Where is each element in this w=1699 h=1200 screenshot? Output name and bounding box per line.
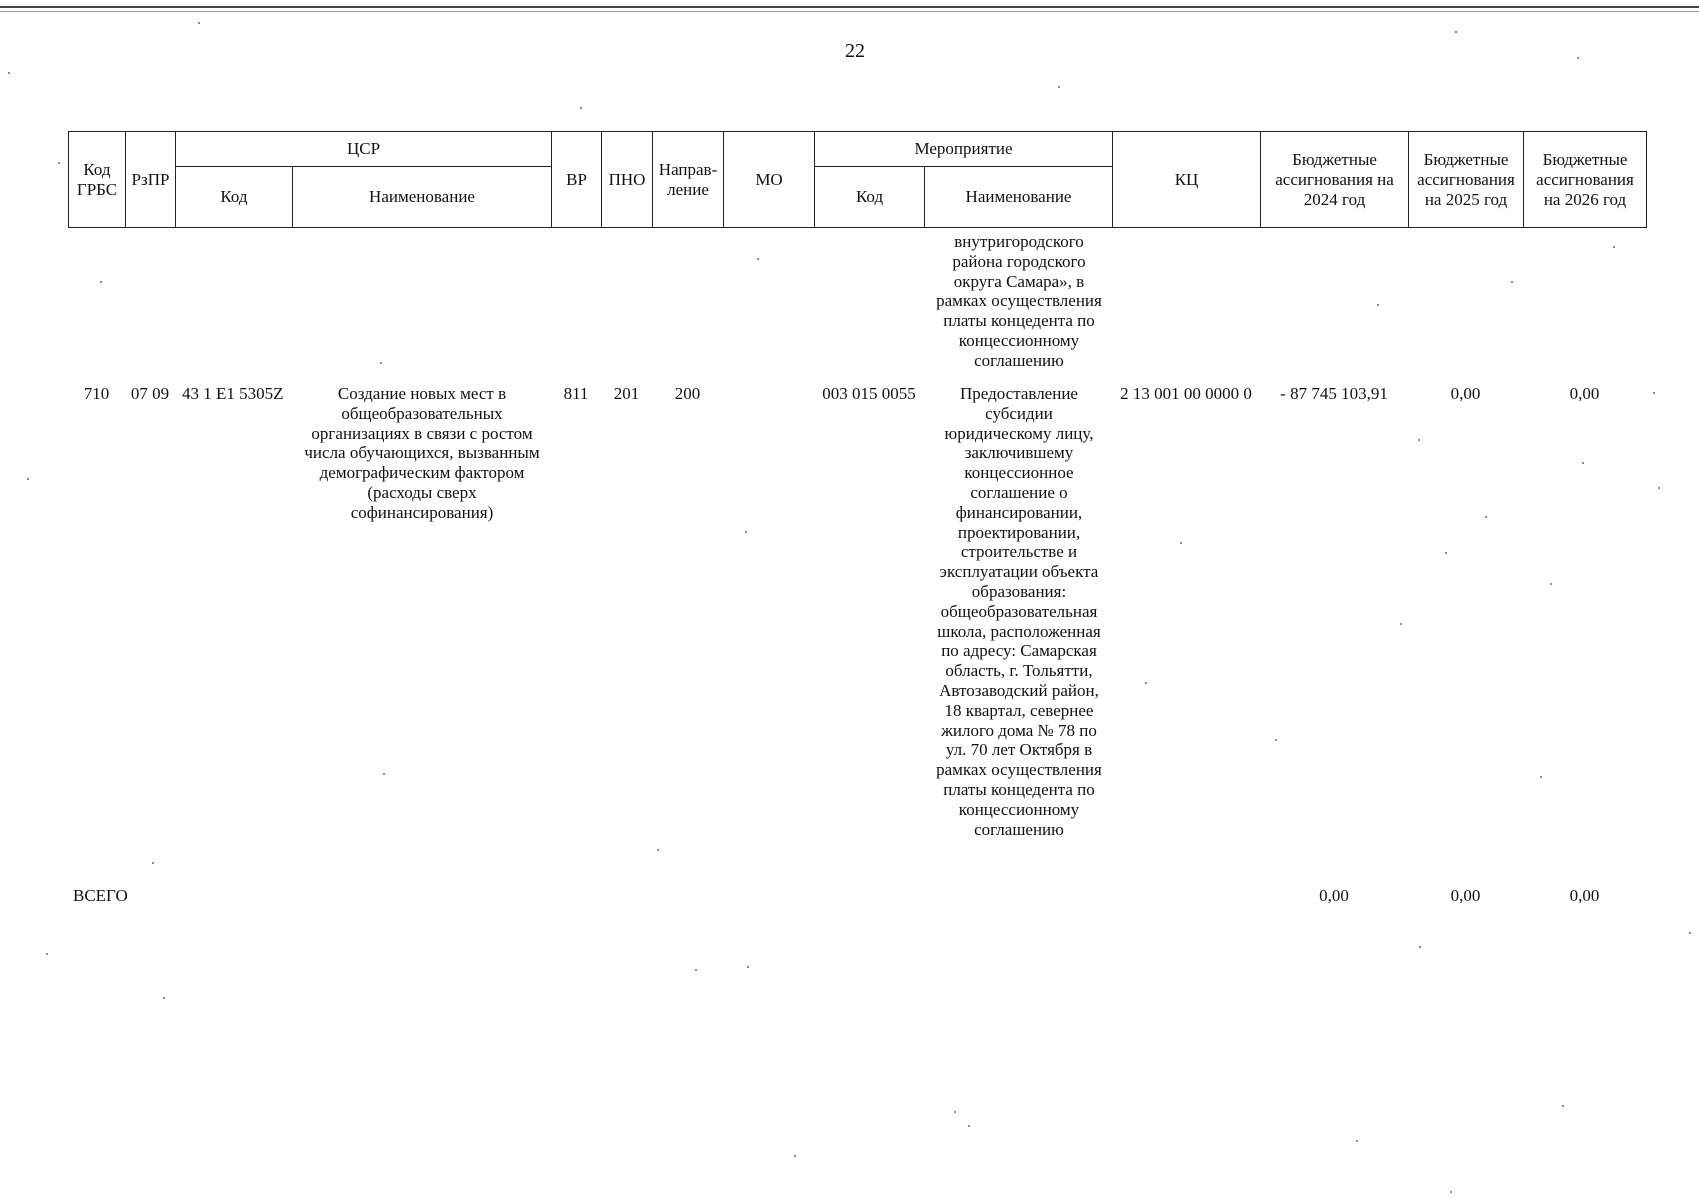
- row-budget-2026: 0,00: [1569, 384, 1600, 403]
- row-event-name: Предоставление субсидии юридическому лицу, заключившему концессионное соглашение о финансировании, проектировании, строительстве и эксплуатации объекта образования: общеобразовательная школа, расположенная по адресу: Самарская область, г. Тольятти, Автозаводский район, 18 квартал, севернее жилого дома № 78 по ул. 70 лет Октября в рамках осуществления платы концедента по концессионному соглашению: [936, 384, 1102, 839]
- row-budget-2025: 0,00: [1450, 384, 1481, 403]
- header-event-code: Код: [815, 167, 925, 228]
- header-vr: ВР: [552, 132, 602, 228]
- row-direction: 200: [674, 384, 701, 403]
- row-pno: 201: [613, 384, 640, 403]
- header-direction: Направ-ление: [653, 132, 724, 228]
- total-budget-2026: 0,00: [1569, 886, 1600, 905]
- table-header: [68, 131, 1647, 228]
- row-budget-2024: - 87 745 103,91: [1280, 384, 1388, 403]
- header-mo: МО: [724, 132, 815, 228]
- total-label: ВСЕГО: [73, 886, 128, 905]
- header-csr-name: Наименование: [293, 167, 552, 228]
- header-csr: ЦСР: [176, 132, 552, 167]
- total-budget-2025: 0,00: [1450, 886, 1481, 905]
- continued-event-name: внутригородского района городского округа Самара», в рамках осуществления платы концедента по концессионному соглашению: [936, 232, 1102, 370]
- header-budget-2025: Бюджетные ассигнования на 2025 год: [1409, 132, 1524, 228]
- header-budget-2024: Бюджетные ассигнования на 2024 год: [1261, 132, 1409, 228]
- header-rzpr: РзПР: [126, 132, 176, 228]
- row-event-code: 003 015 0055: [822, 384, 916, 403]
- row-csr-code: 43 1 E1 5305Z: [182, 384, 284, 403]
- header-csr-code: Код: [176, 167, 293, 228]
- header-kc: КЦ: [1113, 132, 1261, 228]
- header-event-name: Наименование: [925, 167, 1113, 228]
- row-grbs: 710: [83, 384, 110, 403]
- top-border-line-thin: [0, 11, 1699, 12]
- row-vr: 811: [563, 384, 589, 403]
- header-event: Мероприятие: [815, 132, 1113, 167]
- header-budget-2026: Бюджетные ассигнования на 2026 год: [1524, 132, 1647, 228]
- top-border-line: [0, 6, 1699, 8]
- row-rzpr: 07 09: [130, 384, 170, 403]
- header-grbs: Код ГРБС: [69, 132, 126, 228]
- total-budget-2024: 0,00: [1319, 886, 1349, 905]
- page-number: 22: [845, 40, 865, 62]
- row-kc: 2 13 001 00 0000 0: [1120, 384, 1252, 403]
- row-csr-name: Создание новых мест в общеобразовательных организациях в связи с ростом числа обучающихся, вызванным демографическим фактором (расходы сверх софинансирования): [304, 384, 540, 522]
- header-pno: ПНО: [602, 132, 653, 228]
